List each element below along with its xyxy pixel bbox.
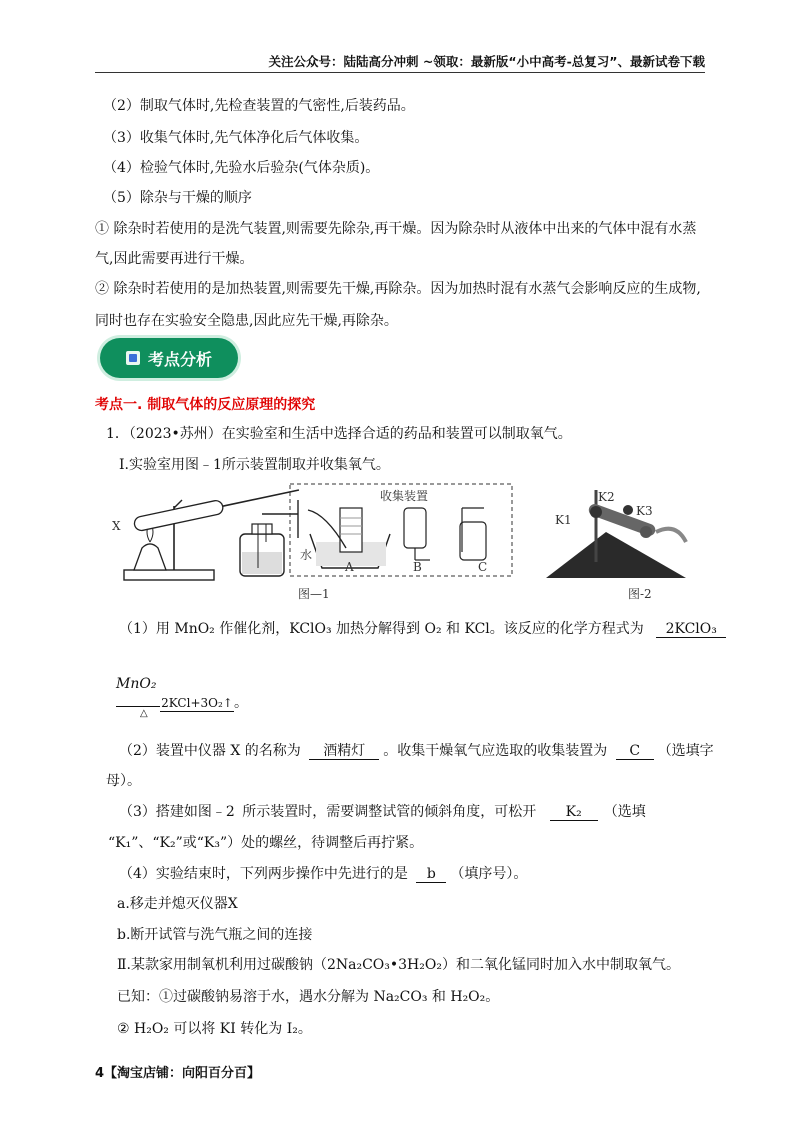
option-a-label: A xyxy=(345,560,354,574)
part-two-intro: Ⅱ.某款家用制氧机利用过碳酸钠（2Na₂CO₃•3H₂O₂）和二氧化锰同时加入水中制取氧气。 xyxy=(117,957,680,973)
text-line: （3）收集气体时,先气体净化后气体收集。 xyxy=(103,130,369,146)
header-rule xyxy=(95,72,705,73)
figure-2-caption: 图-2 xyxy=(628,587,652,601)
known-fact-2: ② H₂O₂ 可以将 KI 转化为 I₂。 xyxy=(117,1021,312,1037)
k3-label: K3 xyxy=(636,504,653,518)
page-header: 关注公众号：陆陆高分冲刺 ~领取：最新版“小中高考-总复习”、最新试卷下载 xyxy=(268,54,705,69)
figure-1-caption: 图—1 xyxy=(298,587,330,601)
option-c-label: C xyxy=(478,560,488,574)
subq3-line2: “K₁”、“K₂”或“K₃”）处的螺丝，待调整后再拧紧。 xyxy=(108,835,424,851)
subq2-line2: 母）。 xyxy=(106,773,141,789)
subq1-text: （1）用 MnO₂ 作催化剂，KClO₃ 加热分解得到 O₂ 和 KCl。该反应的化学方程式为 2KClO₃ xyxy=(119,619,726,639)
heat-symbol: △ xyxy=(140,708,148,719)
known-fact-1: 已知：①过碳酸钠易溶于水，遇水分解为 Na₂CO₃ 和 H₂O₂。 xyxy=(117,989,500,1005)
text-line: 气,因此需要再进行干燥。 xyxy=(95,251,254,267)
text-line: 同时也存在实验安全隐患,因此应先干燥,再除杂。 xyxy=(95,313,398,329)
page-footer: 4【淘宝店铺：向阳百分百】 xyxy=(95,1066,261,1081)
subq1-answer-line: 2KCl+3O₂↑。 xyxy=(116,692,248,712)
text-line: ① 除杂时若使用的是洗气装置,则需要先除杂,再干燥。因为除杂时从液体中出来的气体中混有水蒸 xyxy=(95,221,697,237)
option-b-label: B xyxy=(413,560,422,574)
apparatus-figure-2 xyxy=(536,482,696,582)
subq3-answer: K₂ xyxy=(550,804,598,821)
option-a: a.移走并熄灭仪器X xyxy=(117,896,238,912)
text-line: （5）除杂与干燥的顺序 xyxy=(103,190,252,206)
section-title: 考点一. 制取气体的反应原理的探究 xyxy=(95,397,316,413)
subq4-answer: b xyxy=(416,866,446,883)
text-line: ② 除杂时若使用的是加热装置,则需要先干燥,再除杂。因为加热时混有水蒸气会影响反应的生成物, xyxy=(95,281,701,297)
water-label: 水 xyxy=(300,548,313,562)
subq1-answer-b: 2KCl+3O₂↑ xyxy=(161,696,233,710)
subq2-text: （2）装置中仪器 X 的名称为 酒精灯 。收集干燥氧气应选取的收集装置为 C （选填字 xyxy=(119,743,714,759)
part-one-intro: Ⅰ.实验室用图﹣1所示装置制取并收集氧气。 xyxy=(119,457,390,473)
subq2-answer-2: C xyxy=(616,743,654,760)
section-badge xyxy=(100,338,238,378)
option-b: b.断开试管与洗气瓶之间的连接 xyxy=(117,927,313,943)
k1-label: K1 xyxy=(555,513,572,527)
subq1-answer-a: 2KClO₃ xyxy=(656,621,726,638)
text-line: （2）制取气体时,先检查装置的气密性,后装药品。 xyxy=(103,98,415,114)
instrument-label-x: X xyxy=(112,519,121,533)
book-icon xyxy=(126,351,140,365)
subq2-answer-1: 酒精灯 xyxy=(309,743,379,760)
apparatus-figure-1 xyxy=(112,478,522,602)
k2-label: K2 xyxy=(598,490,615,504)
question-stem: 1．（2023•苏州）在实验室和生活中选择合适的药品和装置可以制取氧气。 xyxy=(106,426,572,442)
collection-title: 收集装置 xyxy=(380,489,429,503)
subq4-text: （4）实验结束时，下列两步操作中先进行的是 b （填序号）。 xyxy=(119,866,528,882)
badge-label: 考点分析 xyxy=(147,349,212,369)
subq3-text: （3）搭建如图﹣2 所示装置时，需要调整试管的倾斜角度，可松开 K₂ （选填 xyxy=(119,804,646,820)
text-line: （4）检验气体时,先验水后验杂(气体杂质)。 xyxy=(103,160,380,176)
catalyst-label: MnO₂ xyxy=(116,676,157,692)
